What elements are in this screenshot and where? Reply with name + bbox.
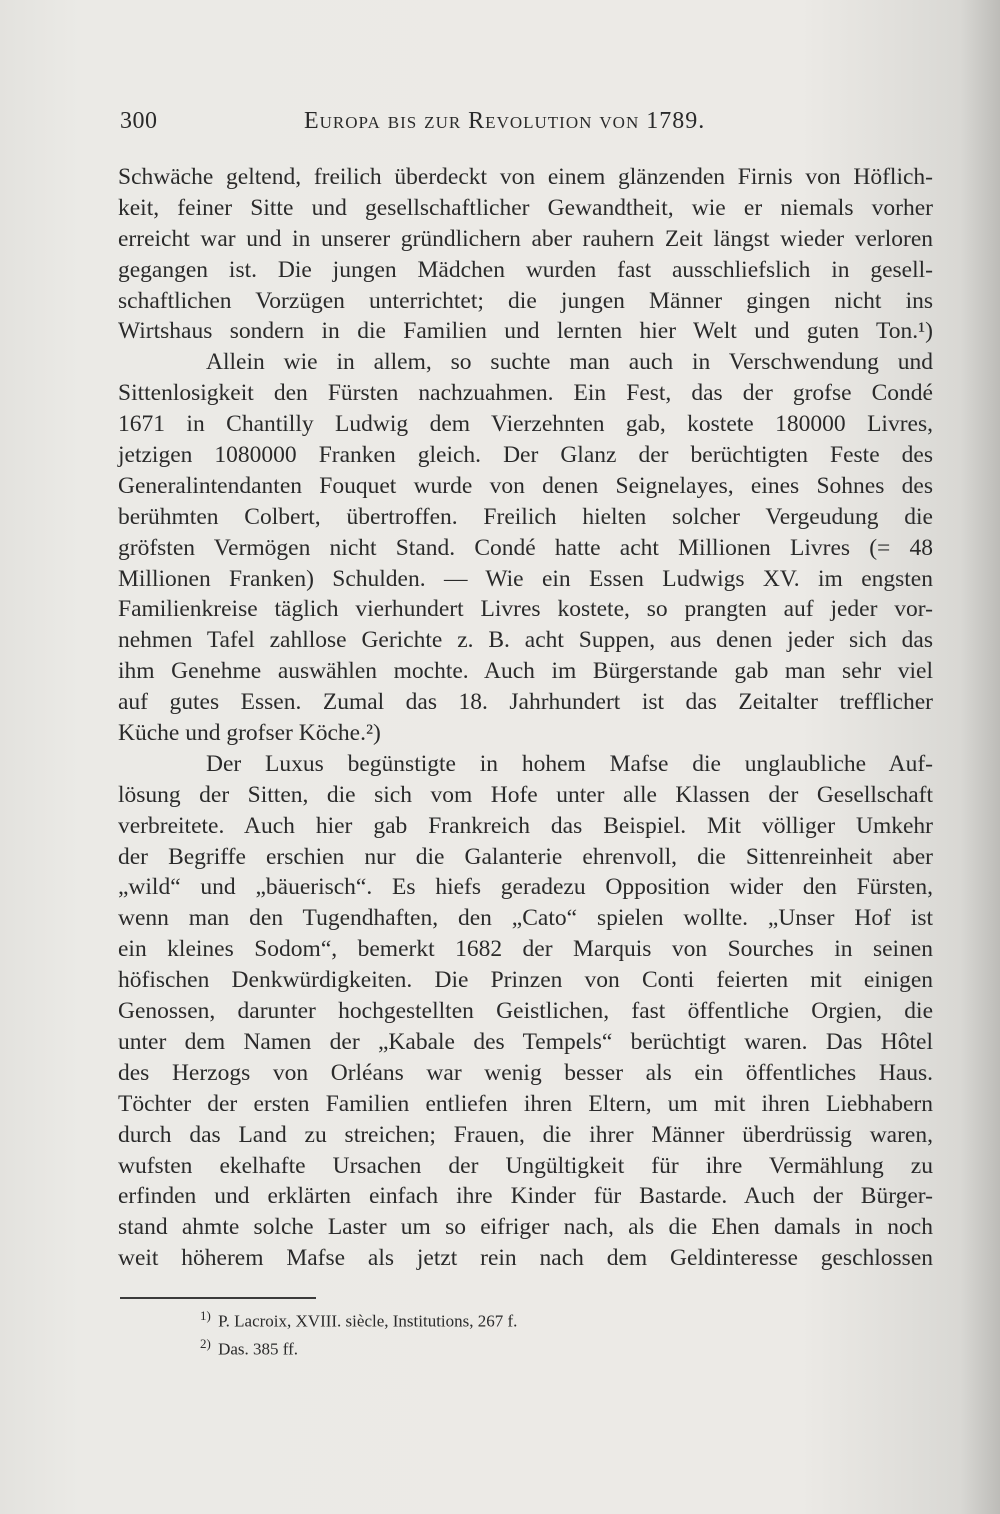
- text-line: jetzigen 1080000 Franken gleich. Der Glanz der berüchtigten Feste des: [118, 442, 933, 469]
- text-line: Der Luxus begünstigte in hohem Mafse die unglaubliche Auf-: [206, 750, 933, 777]
- footnote-2: [200, 1333, 700, 1361]
- text-line: weit höherem Mafse als jetzt rein nach dem Geldinteresse geschlossen: [118, 1245, 933, 1272]
- text-line: Millionen Franken) Schulden. — Wie ein Essen Ludwigs XV. im engsten: [118, 565, 933, 592]
- text-line: keit, feiner Sitte und gesellschaftlicher Gewandtheit, wie er niemals vorher: [118, 194, 933, 221]
- text-line: der Begriffe erschien nur die Galanterie ehrenvoll, die Sittenreinheit aber: [118, 843, 933, 870]
- text-line: ein kleines Sodom“, bemerkt 1682 der Marquis von Sourches in seinen: [118, 936, 933, 963]
- text-line: nehmen Tafel zahllose Gerichte z. B. acht Suppen, aus denen jeder sich das: [118, 627, 933, 654]
- text-line: lösung der Sitten, die sich vom Hofe unter alle Klassen der Gesellschaft: [118, 781, 933, 808]
- body-text: [118, 162, 933, 1274]
- text-line: Küche und grofser Köche.²): [118, 720, 381, 747]
- text-line: auf gutes Essen. Zumal das 18. Jahrhundert ist das Zeitalter trefflicher: [118, 689, 933, 716]
- text-line: schaftlichen Vorzügen unterrichtet; die jungen Männer gingen nicht ins: [118, 287, 933, 314]
- page-number: 300: [120, 108, 158, 134]
- footnote-1: [200, 1305, 700, 1333]
- text-line: unter dem Namen der „Kabale des Tempels“ berüchtigt waren. Das Hôtel: [118, 1028, 933, 1055]
- text-line: Genossen, darunter hochgestellten Geistlichen, fast öffentliche Orgien, die: [118, 998, 933, 1025]
- footnote-text: Das. 385 ff.: [218, 1339, 299, 1359]
- text-line: ihm Genehme auswählen mochte. Auch im Bürgerstande gab man sehr viel: [118, 658, 933, 685]
- text-line: erreicht war und in unserer gründlichern aber rauhern Zeit längst wieder verloren: [118, 225, 933, 252]
- text-line: des Herzogs von Orléans war wenig besser als ein öffentliches Haus.: [118, 1059, 933, 1086]
- running-head: [120, 108, 760, 144]
- footnote-mark: 1): [200, 1308, 211, 1323]
- text-line: Sittenlosigkeit den Fürsten nachzuahmen. Ein Fest, das der grofse Condé: [118, 380, 933, 407]
- text-line: Familienkreise täglich vierhundert Livres kostete, so prangten auf jeder vor-: [118, 596, 933, 623]
- text-line: wenn man den Tugendhaften, den „Cato“ spielen wollte. „Unser Hof ist: [118, 905, 933, 932]
- text-line: durch das Land zu streichen; Frauen, die ihrer Männer überdrüssig waren,: [118, 1121, 933, 1148]
- text-line: Töchter der ersten Familien entliefen ihren Eltern, um mit ihren Liebhabern: [118, 1090, 933, 1117]
- footnote-rule: [120, 1297, 316, 1299]
- text-line: Schwäche geltend, freilich überdeckt von einem glänzenden Firnis von Höflich-: [118, 164, 933, 190]
- text-line: 1671 in Chantilly Ludwig dem Vierzehnten gab, kostete 180000 Livres,: [118, 411, 933, 438]
- running-title: Europa bis zur Revolution von 1789.: [304, 108, 706, 134]
- text-line: wufsten ekelhafte Ursachen der Ungültigkeit für ihre Vermählung zu: [118, 1152, 933, 1179]
- text-line: höfischen Denkwürdigkeiten. Die Prinzen von Conti feierten mit einigen: [118, 967, 933, 994]
- text-line: gröfsten Vermögen nicht Stand. Condé hatte acht Millionen Livres (= 48: [118, 534, 933, 561]
- text-line: erfinden und erklärten einfach ihre Kinder für Bastarde. Auch der Bürger-: [118, 1183, 933, 1210]
- text-line: verbreitete. Auch hier gab Frankreich das Beispiel. Mit völliger Umkehr: [118, 812, 933, 839]
- text-line: Generalintendanten Fouquet wurde von denen Seignelayes, eines Sohnes des: [118, 472, 933, 499]
- text-line: „wild“ und „bäuerisch“. Es hiefs geradezu Opposition wider den Fürsten,: [118, 874, 933, 901]
- footnotes: [200, 1305, 700, 1360]
- footnote-mark: 2): [200, 1335, 211, 1351]
- text-line: Wirtshaus sondern in die Familien und lernten hier Welt und guten Ton.¹): [118, 318, 933, 345]
- text-line: stand ahmte solche Laster um so eifriger nach, als die Ehen damals in noch: [118, 1214, 933, 1241]
- text-line: gegangen ist. Die jungen Mädchen wurden fast ausschliefslich in gesell-: [118, 256, 933, 283]
- text-line: berühmten Colbert, übertroffen. Freilich hielten solcher Vergeudung die: [118, 503, 933, 530]
- text-line: Allein wie in allem, so suchte man auch in Verschwendung und: [206, 349, 933, 376]
- footnote-text: P. Lacroix, XVIII. siècle, Institutions, 267 f.: [218, 1311, 518, 1331]
